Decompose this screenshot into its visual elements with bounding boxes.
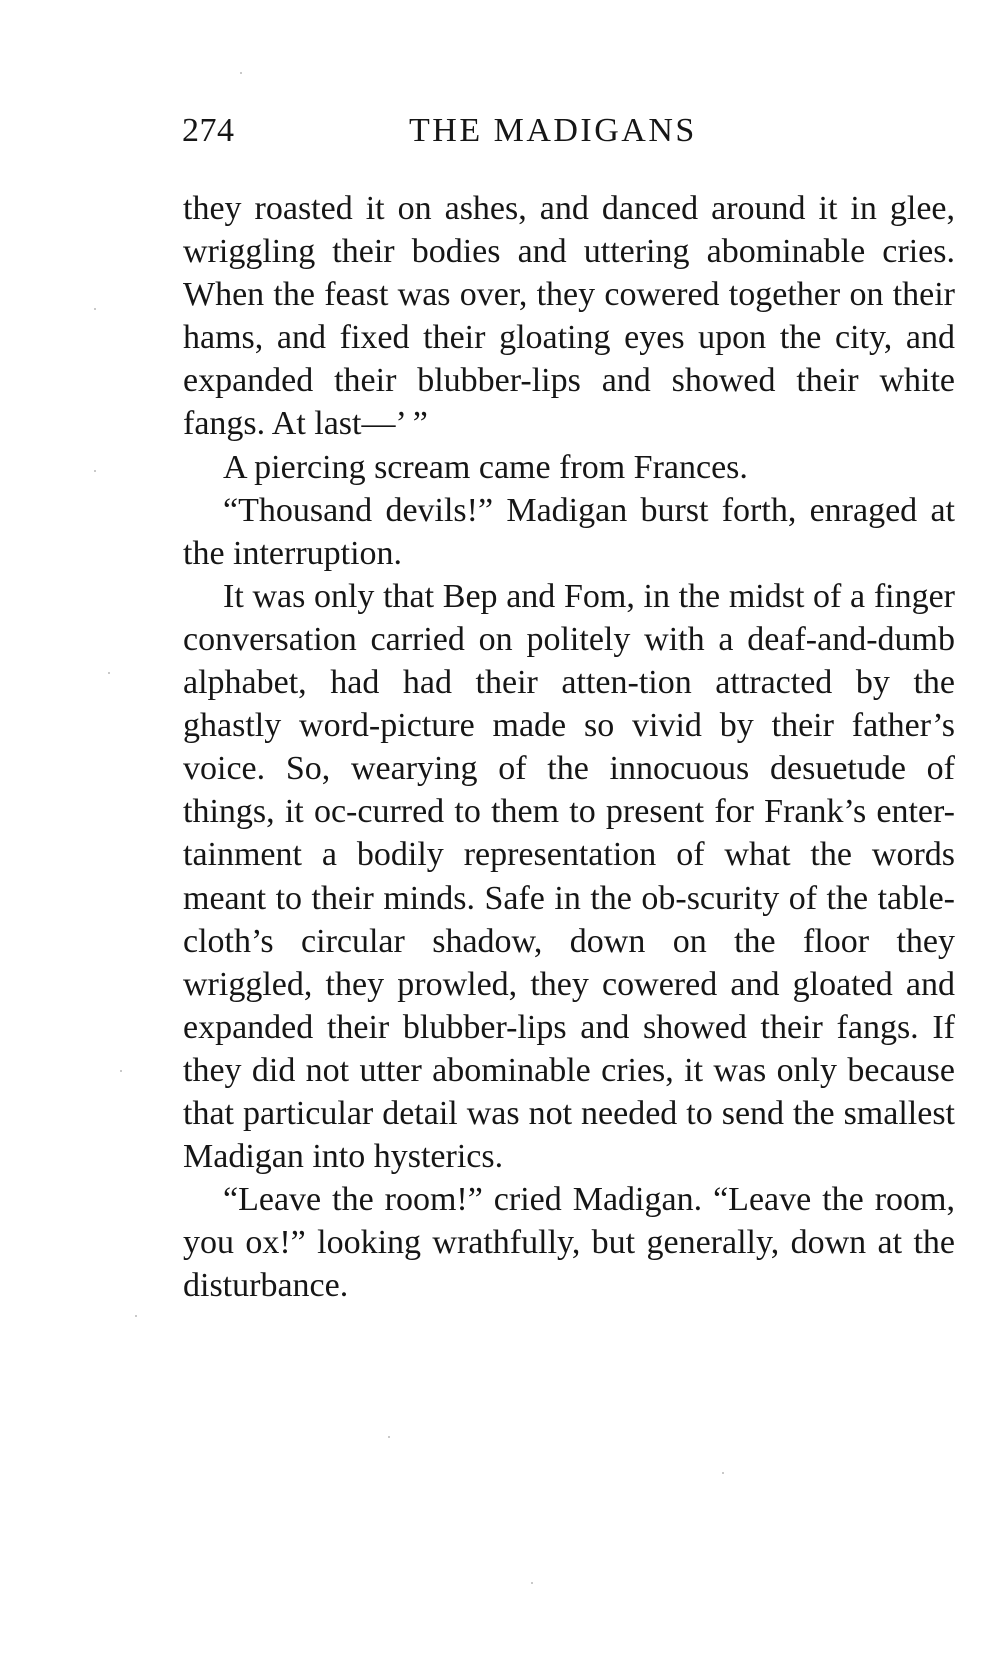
scan-speck bbox=[120, 1070, 122, 1072]
page-number: 274 bbox=[182, 112, 235, 149]
body-text bbox=[183, 187, 955, 1307]
running-title: THE MADIGANS bbox=[409, 112, 697, 149]
paragraph-bep-and-fom: It was only that Bep and Fom, in the midst of a finger conversation carried on politely with a deaf-and-dumb alphabet, had had their atten-tion attracted by the ghastly word-picture made so vivid by their father’s voice. So, wearying of the innocuous desuetude of things, it oc-curred to them to present for Frank’s enter-tainment a bodily representation of what the words meant to their minds. Safe in the ob-scurity of the table-cloth’s circular shadow, down on the floor they wriggled, they prowled, they cowered and gloated and expanded their blubber-lips and showed their fangs. If they did not utter abominable cries, it was only because that particular detail was not needed to send the smallest Madigan into hysterics. bbox=[183, 577, 955, 1176]
scan-speck bbox=[135, 1315, 137, 1317]
scan-speck bbox=[94, 308, 96, 310]
paragraph-continuation: they roasted it on ashes, and danced around it in glee, wriggling their bodies and uttering abominable cries. When the feast was over, they cowered together on their hams, and fixed their gloating eyes upon the city, and expanded their blubber-lips and showed their white fangs. At last—’ ” bbox=[183, 190, 955, 443]
scan-speck bbox=[722, 1472, 724, 1474]
paragraph-thousand-devils: “Thousand devils!” Madigan burst forth, enraged at the interruption. bbox=[183, 491, 955, 572]
scan-speck bbox=[94, 470, 96, 472]
scan-speck bbox=[531, 1582, 533, 1584]
paragraph-scream: A piercing scream came from Frances. bbox=[223, 448, 748, 486]
scan-speck bbox=[240, 72, 242, 74]
scan-speck bbox=[108, 672, 110, 674]
scan-speck bbox=[388, 1436, 390, 1438]
paragraph-leave-the-room: “Leave the room!” cried Madigan. “Leave the room, you ox!” looking wrathfully, but generally, down at the disturbance. bbox=[183, 1181, 955, 1305]
page-header bbox=[182, 112, 952, 162]
